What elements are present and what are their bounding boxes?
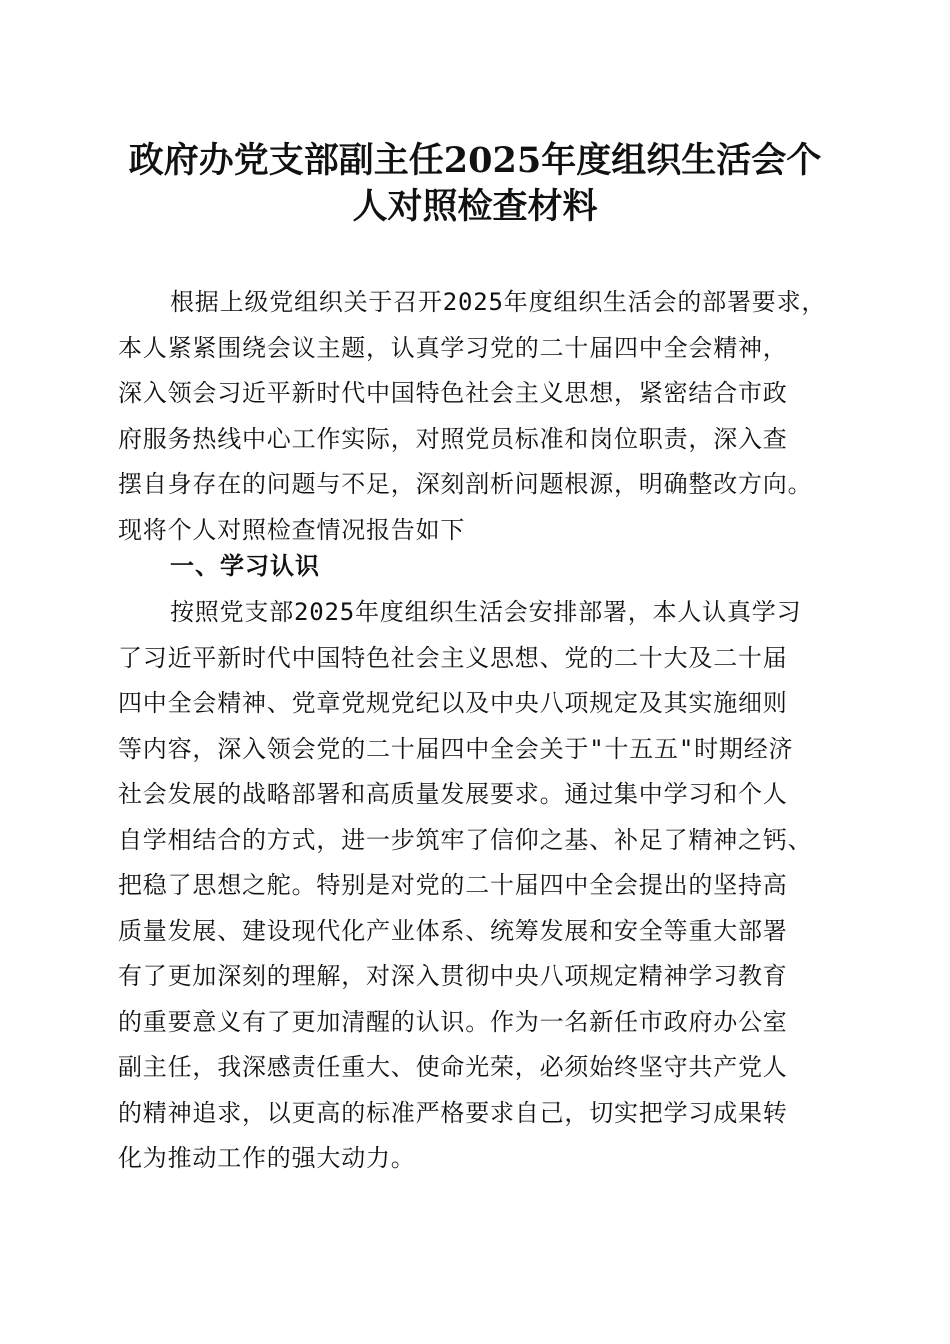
document-title [110,138,840,230]
section-line: 把稳了思想之舵。特别是对党的二十届四中全会提出的坚持高 [118,871,788,899]
section-heading: 一、学习认识 [170,552,320,580]
section-line: 了习近平新时代中国特色社会主义思想、党的二十大及二十届 [118,643,788,672]
section-line: 化为推动工作的强大动力。 [118,1144,416,1172]
title-line-2: 人对照检查材料 [352,186,598,227]
section-line: 质量发展、建设现代化产业体系、统筹发展和安全等重大部署 [118,916,788,945]
section-line: 社会发展的战略部署和高质量发展要求。通过集中学习和个人 [118,780,788,808]
intro-line: 现将个人对照检查情况报告如下 [118,515,466,544]
intro-line: 府服务热线中心工作实际，对照党员标准和岗位职责，深入查 [118,424,788,453]
section-line: 的重要意义有了更加清醒的认识。作为一名新任市政府办公室 [118,1007,788,1036]
intro-line: 摆自身存在的问题与不足，深刻剖析问题根源，明确整改方向。 [118,470,813,498]
intro-line: 根据上级党组织关于召开2025年度组织生活会的部署要求， [170,288,827,316]
intro-line: 本人紧紧围绕会议主题，认真学习党的二十届四中全会精神， [118,333,788,362]
section-line: 按照党支部2025年度组织生活会安排部署，本人认真学习 [170,598,802,626]
intro-line: 深入领会习近平新时代中国特色社会主义思想，紧密结合市政 [118,379,788,407]
section-line: 的精神追求，以更高的标准严格要求自己，切实把学习成果转 [118,1098,788,1127]
intro-paragraph [118,280,848,553]
section-line: 四中全会精神、党章党规党纪以及中央八项规定及其实施细则 [118,689,788,717]
section-line: 等内容，深入领会党的二十届四中全会关于"十五五"时期经济 [118,734,794,763]
section-line: 自学相结合的方式，进一步筑牢了信仰之基、补足了精神之钙、 [118,825,813,854]
section-paragraph [118,590,848,1182]
section-line: 有了更加深刻的理解，对深入贯彻中央八项规定精神学习教育 [118,962,788,990]
section-line: 副主任，我深感责任重大、使命光荣，必须始终坚守共产党人 [118,1053,788,1081]
title-line-1: 政府办党支部副主任2025年度组织生活会个 [128,140,822,181]
